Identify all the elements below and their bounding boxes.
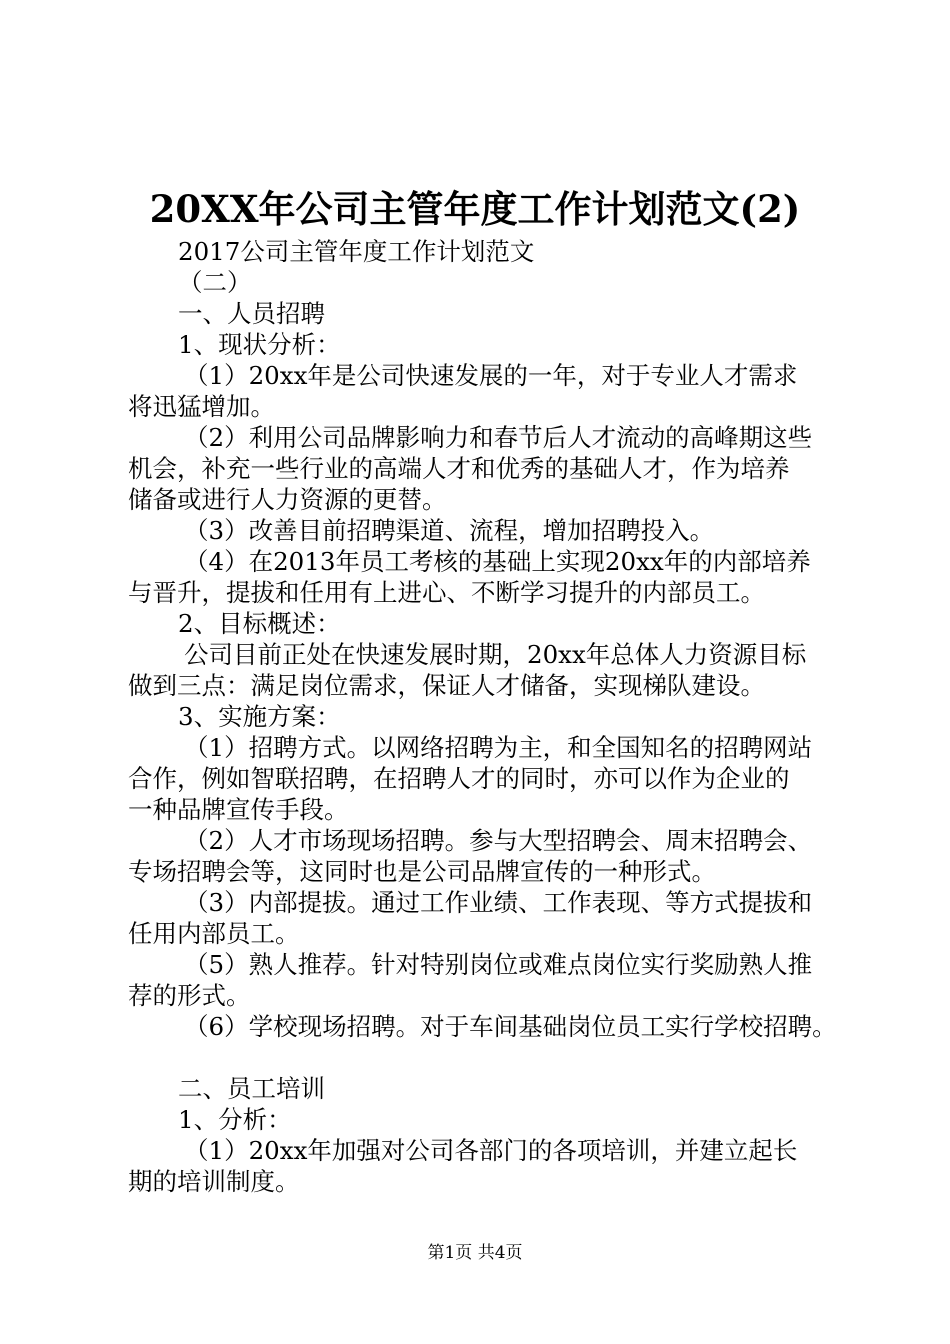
subheading-goal-overview: 2、目标概述：	[178, 609, 341, 638]
paragraph-line: （3）内部提拔。通过工作业绩、工作表现、等方式提拔和	[184, 888, 813, 917]
subheading-analysis: 1、分析：	[178, 1105, 292, 1134]
paragraph-line: （3）改善目前招聘渠道、流程，增加招聘投入。	[184, 516, 715, 545]
paragraph-line: 专场招聘会等，这同时也是公司品牌宣传的一种形式。	[128, 857, 716, 886]
paragraph-line: 与晋升，提拔和任用有上进心、不断学习提升的内部员工。	[128, 578, 765, 607]
paragraph-line: （5）熟人推荐。针对特别岗位或难点岗位实行奖励熟人推	[184, 950, 813, 979]
blank-line	[128, 1042, 838, 1073]
subheading-implementation: 3、实施方案：	[178, 702, 341, 731]
paragraph-line: （2）利用公司品牌影响力和春节后人才流动的高峰期这些	[184, 423, 813, 452]
paragraph-line: 将迅猛增加。	[128, 392, 275, 421]
paragraph-line: 公司目前正处在快速发展时期，20xx年总体人力资源目标	[184, 640, 807, 669]
paragraph-line: 机会，补充一些行业的高端人才和优秀的基础人才，作为培养	[128, 454, 790, 483]
paragraph-line: 合作，例如智联招聘，在招聘人才的同时，亦可以作为企业的	[128, 764, 790, 793]
paragraph-line: （1）招聘方式。以网络招聘为主，和全国知名的招聘网站	[184, 733, 813, 762]
paragraph-line: 任用内部员工。	[128, 919, 300, 948]
paragraph-line: 做到三点：满足岗位需求，保证人才储备，实现梯队建设。	[128, 671, 765, 700]
subheading-status-analysis: 1、现状分析：	[178, 330, 341, 359]
paragraph-line: （4）在2013年员工考核的基础上实现20xx年的内部培养	[184, 547, 811, 576]
paragraph-line: 储备或进行人力资源的更替。	[128, 485, 447, 514]
paragraph-line: （1）20xx年是公司快速发展的一年，对于专业人才需求	[184, 361, 798, 390]
page-footer: 第1页 共4页	[427, 1243, 523, 1263]
paragraph-line: 期的培训制度。	[128, 1167, 300, 1196]
subtitle-line: 2017公司主管年度工作计划范文	[178, 237, 535, 266]
paragraph-line: （2）人才市场现场招聘。参与大型招聘会、周末招聘会、	[184, 826, 813, 855]
document-title: 20XX年公司主管年度工作计划范文(2)	[149, 187, 801, 231]
document-body	[128, 236, 838, 1197]
section-heading-training: 二、员工培训	[178, 1074, 325, 1103]
paragraph-line: （1）20xx年加强对公司各部门的各项培训，并建立起长	[184, 1136, 798, 1165]
paragraph-line: 荐的形式。	[128, 981, 251, 1010]
paragraph-line: 一种品牌宣传手段。	[128, 795, 349, 824]
paragraph-line: （6）学校现场招聘。对于车间基础岗位员工实行学校招聘。	[184, 1012, 837, 1041]
section-heading-recruitment: 一、人员招聘	[178, 299, 325, 328]
subtitle-part-line: （二）	[178, 268, 252, 297]
